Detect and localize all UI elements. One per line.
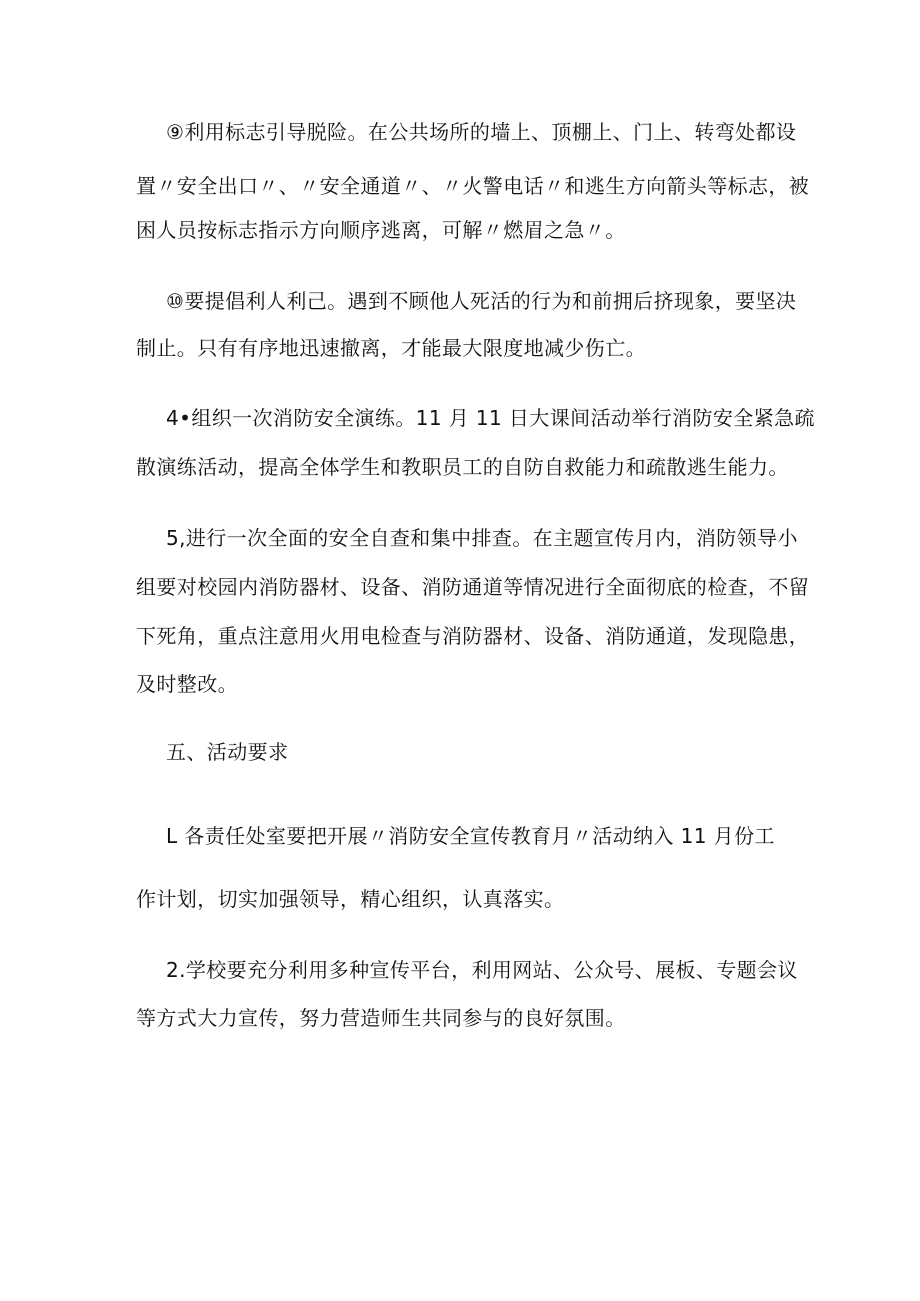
- paragraph-line: 2.学校要充分利用多种宣传平台，利用网站、公众号、展板、专题会议: [166, 958, 798, 982]
- paragraph-line: 置〃安全出口〃、〃安全通道〃、〃火警电话〃和逃生方向箭头等标志，被: [136, 174, 810, 198]
- paragraph-line: 4•组织一次消防安全演练。11 月 11 日大课间活动举行消防安全紧急疏: [166, 406, 815, 430]
- paragraph-line: ⑩要提倡利人利己。遇到不顾他人死活的行为和前拥后挤现象，要坚决: [166, 289, 797, 313]
- paragraph-line: 散演练活动，提高全体学生和教职员工的自防自救能力和疏散逃生能力。: [136, 455, 789, 479]
- paragraph-line: 及时整改。: [136, 672, 238, 696]
- paragraph-line: 作计划，切实加强领导，精心组织，认真落实。: [136, 887, 565, 911]
- paragraph-line: ⑨利用标志引导脱险。在公共场所的墙上、顶棚上、门上、转弯处都设: [166, 120, 797, 144]
- paragraph-line: 制止。只有有序地迅速撤离，才能最大限度地减少伤亡。: [136, 336, 646, 360]
- paragraph-line: 组要对校园内消防器材、设备、消防通道等情况进行全面彻底的检查，不留: [136, 575, 810, 599]
- paragraph-line: 下死角，重点注意用火用电检查与消防器材、设备、消防通道，发现隐患，: [136, 624, 810, 648]
- paragraph-line: 5,进行一次全面的安全自查和集中排查。在主题宣传月内，消防领导小: [166, 526, 798, 550]
- paragraph-line: 困人员按标志指示方向顺序逃离，可解〃燃眉之急〃。: [136, 218, 626, 242]
- paragraph-line: L 各责任处室要把开展〃消防安全宣传教育月〃活动纳入 11 月份工: [166, 824, 775, 848]
- section-title: 五、活动要求: [166, 740, 289, 764]
- paragraph-line: 等方式大力宣传，努力营造师生共同参与的良好氛围。: [136, 1006, 626, 1030]
